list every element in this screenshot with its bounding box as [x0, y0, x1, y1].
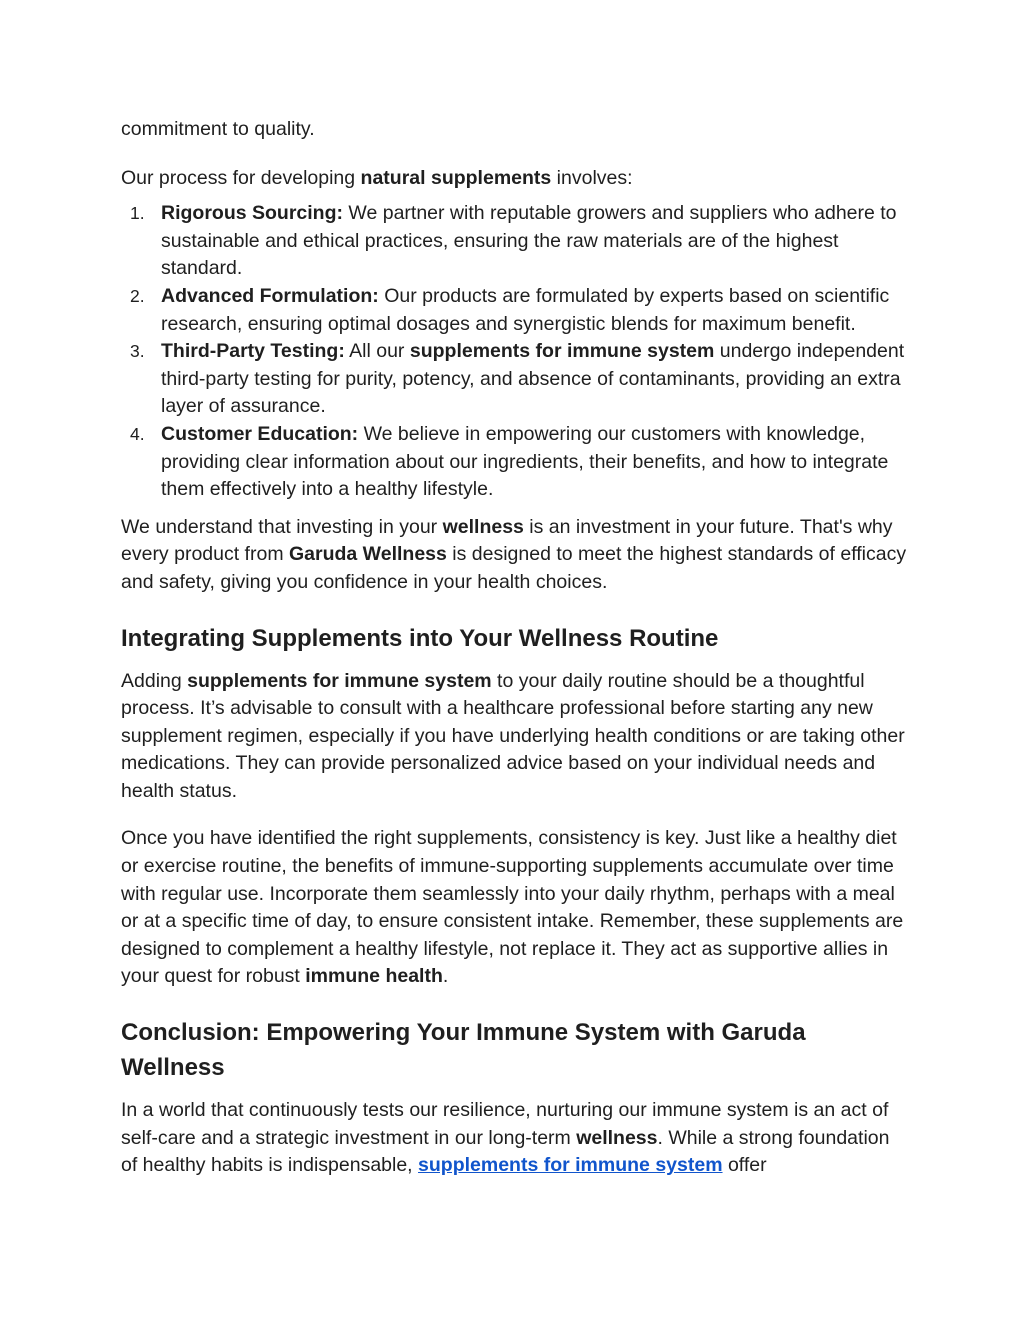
keyword-supplements: supplements for immune system: [187, 669, 492, 692]
paragraph-conclusion: [121, 1097, 911, 1180]
supplements-link[interactable]: supplements for immune system: [418, 1154, 723, 1177]
paragraph-consistency: [121, 825, 911, 991]
list-number: 2.: [130, 285, 145, 306]
process-list: [121, 200, 911, 504]
heading-integrating: Integrating Supplements into Your Wellness Routine: [121, 624, 719, 652]
paragraph-text: .: [442, 965, 449, 988]
list-item: [121, 421, 911, 504]
paragraph-text: . While a strong foundation of healthy habits is indispensable,: [121, 1126, 890, 1177]
keyword-immune-health: immune health: [305, 965, 443, 988]
process-intro: [121, 165, 911, 193]
intro-text-end: involves:: [551, 166, 633, 189]
paragraph-text: In a world that continuously tests our resilience, nurturing our immune system is an act of self-care and a strategic investment in our long-term: [121, 1099, 889, 1149]
paragraph-text: We understand that investing in your: [121, 515, 443, 538]
list-item-title: Rigorous Sourcing:: [161, 202, 343, 225]
list-item: [121, 338, 911, 421]
list-item-title: Customer Education:: [161, 422, 359, 445]
list-number: 3.: [130, 341, 145, 362]
paragraph-continuation: [121, 116, 911, 144]
intro-keyword: natural supplements: [360, 166, 552, 189]
list-number: 4.: [130, 423, 145, 444]
list-item: [121, 200, 911, 283]
list-item-text: Our products are formulated by experts based on scientific research, ensuring optimal dosages and synergistic blends for maximum benefit.: [161, 284, 890, 335]
paragraph-understand: [121, 514, 911, 597]
keyword-brand: Garuda Wellness: [288, 543, 447, 566]
list-item-keyword: supplements for immune system: [409, 340, 715, 363]
list-item-text: All our: [344, 340, 410, 363]
list-item-title: Advanced Formulation:: [161, 284, 379, 307]
paragraph-text: Once you have identified the right supplements, consistency is key. Just like a healthy diet or exercise routine, the benefits of immune-supporting supplements accumulate over time with regular use. Incorporate them seamlessly into your daily rhythm, perhaps with a meal or at a specific time of day, to ensure consistent intake. Remember, these supplements are designed to complement a healthy lifestyle, not replace it. They act as supportive allies in your quest for robust: [121, 827, 904, 988]
paragraph-text: Adding: [121, 669, 188, 692]
list-item: [121, 283, 911, 338]
list-number: 1.: [130, 203, 145, 224]
list-item-text: We partner with reputable growers and suppliers who adhere to sustainable and ethical practices, ensuring the raw materials are of the highest standard.: [161, 202, 897, 280]
list-item-text: We believe in empowering our customers with knowledge, providing clear information about our ingredients, their benefits, and how to integrate them effectively into a healthy lifestyle.: [161, 422, 889, 501]
paragraph-text: commitment to quality.: [121, 118, 315, 140]
list-item-text-end: undergo independent third-party testing for purity, potency, and absence of contaminants, providing an extra layer of assurance.: [161, 340, 905, 418]
paragraph-adding: [121, 668, 911, 806]
intro-text: Our process for developing: [121, 166, 361, 189]
keyword-wellness: wellness: [442, 515, 524, 538]
paragraph-text: to your daily routine should be a thoughtful process. It’s advisable to consult with a healthcare professional before starting any new supplement regimen, especially if you have underlying health conditions or are taking other medications. They can provide personalized advice based on your individual needs and health status.: [121, 669, 905, 802]
paragraph-text: offer: [722, 1154, 767, 1177]
paragraph-text: is designed to meet the highest standards of efficacy and safety, giving you confidence in your health choices.: [121, 543, 907, 593]
heading-conclusion: Conclusion: Empowering Your Immune System with Garuda Wellness: [121, 1019, 806, 1082]
list-item-title: Third-Party Testing:: [161, 340, 345, 363]
document-page: [121, 116, 911, 1180]
keyword-wellness: wellness: [576, 1126, 658, 1149]
paragraph-text: is an investment in your future. That's why every product from: [121, 515, 893, 566]
